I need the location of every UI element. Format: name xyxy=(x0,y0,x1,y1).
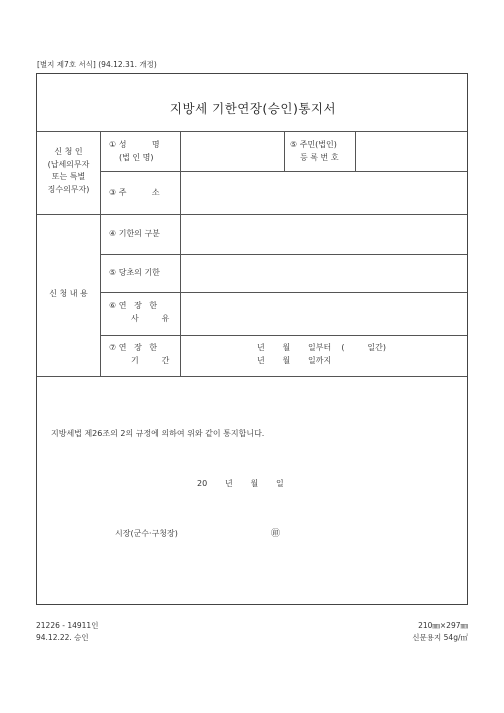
extension-reason-label xyxy=(109,300,169,325)
applicant-label-line: 또는 특별 xyxy=(51,172,86,181)
applicant-label-line: 징수의무자) xyxy=(47,184,90,194)
applicant-label-line: (납세의무자 xyxy=(47,159,90,169)
footer-paper-size: 210㎜×297㎜ xyxy=(418,621,468,630)
name-label-line: ① 성 명 xyxy=(109,140,160,149)
period-from-line: 년 월 일부터 ( 일간) xyxy=(257,343,386,352)
applicant-label-line: 신 청 인 xyxy=(54,147,83,156)
name-label-line: (법 인 명) xyxy=(119,152,154,162)
request-section-label: 신 청 내 용 xyxy=(49,289,88,298)
footer-print-number: 21226 - 14911인 xyxy=(36,621,99,630)
period-label-line: 기 간 xyxy=(131,355,170,365)
footer-paper-type: 신문용지 54g/㎡ xyxy=(412,633,468,642)
name-field[interactable] xyxy=(181,132,284,171)
signer-label: 시장(군수·구청장) xyxy=(115,529,178,538)
registration-number-field[interactable] xyxy=(356,132,467,171)
name-label xyxy=(109,139,160,164)
period-label-line: ⑦ 연 장 한 xyxy=(109,343,158,352)
form-title: 지방세 기한연장(승인)통지서 xyxy=(169,101,337,116)
row-divider xyxy=(100,335,467,336)
column-divider xyxy=(100,131,101,376)
period-until-line: 년 월 일까지 xyxy=(257,355,332,365)
footer-approval-date: 94.12.22. 승인 xyxy=(36,633,89,642)
original-deadline-field[interactable] xyxy=(181,255,467,292)
form-frame xyxy=(36,73,468,605)
reason-label-line: 사 유 xyxy=(131,313,170,323)
form-header: [별지 제7호 서식] (94.12.31. 개정) xyxy=(37,60,157,69)
deadline-type-field[interactable] xyxy=(181,215,467,254)
id-label-line: 등 록 번 호 xyxy=(300,152,339,162)
notice-text: 지방세법 제26조의 2의 규정에 의하여 위와 같이 통지합니다. xyxy=(51,429,265,438)
applicant-section-label xyxy=(37,146,100,196)
registration-number-label xyxy=(290,139,339,164)
extension-period-value xyxy=(257,342,386,367)
address-field[interactable] xyxy=(181,172,467,214)
extension-period-label xyxy=(109,342,169,367)
id-label-line: ⑤ 주민(법인) xyxy=(290,140,337,149)
address-label: ③ 주 소 xyxy=(109,188,160,197)
notice-date: 20 년 월 일 xyxy=(197,479,284,488)
section-divider xyxy=(37,376,467,377)
reason-label-line: ⑥ 연 장 한 xyxy=(109,301,158,310)
deadline-type-label: ④ 기한의 구분 xyxy=(109,229,160,238)
original-deadline-label: ⑤ 당초의 기한 xyxy=(109,268,160,277)
seal-mark: ㊞ xyxy=(271,529,281,539)
extension-reason-field[interactable] xyxy=(181,293,467,335)
column-divider xyxy=(284,131,285,171)
